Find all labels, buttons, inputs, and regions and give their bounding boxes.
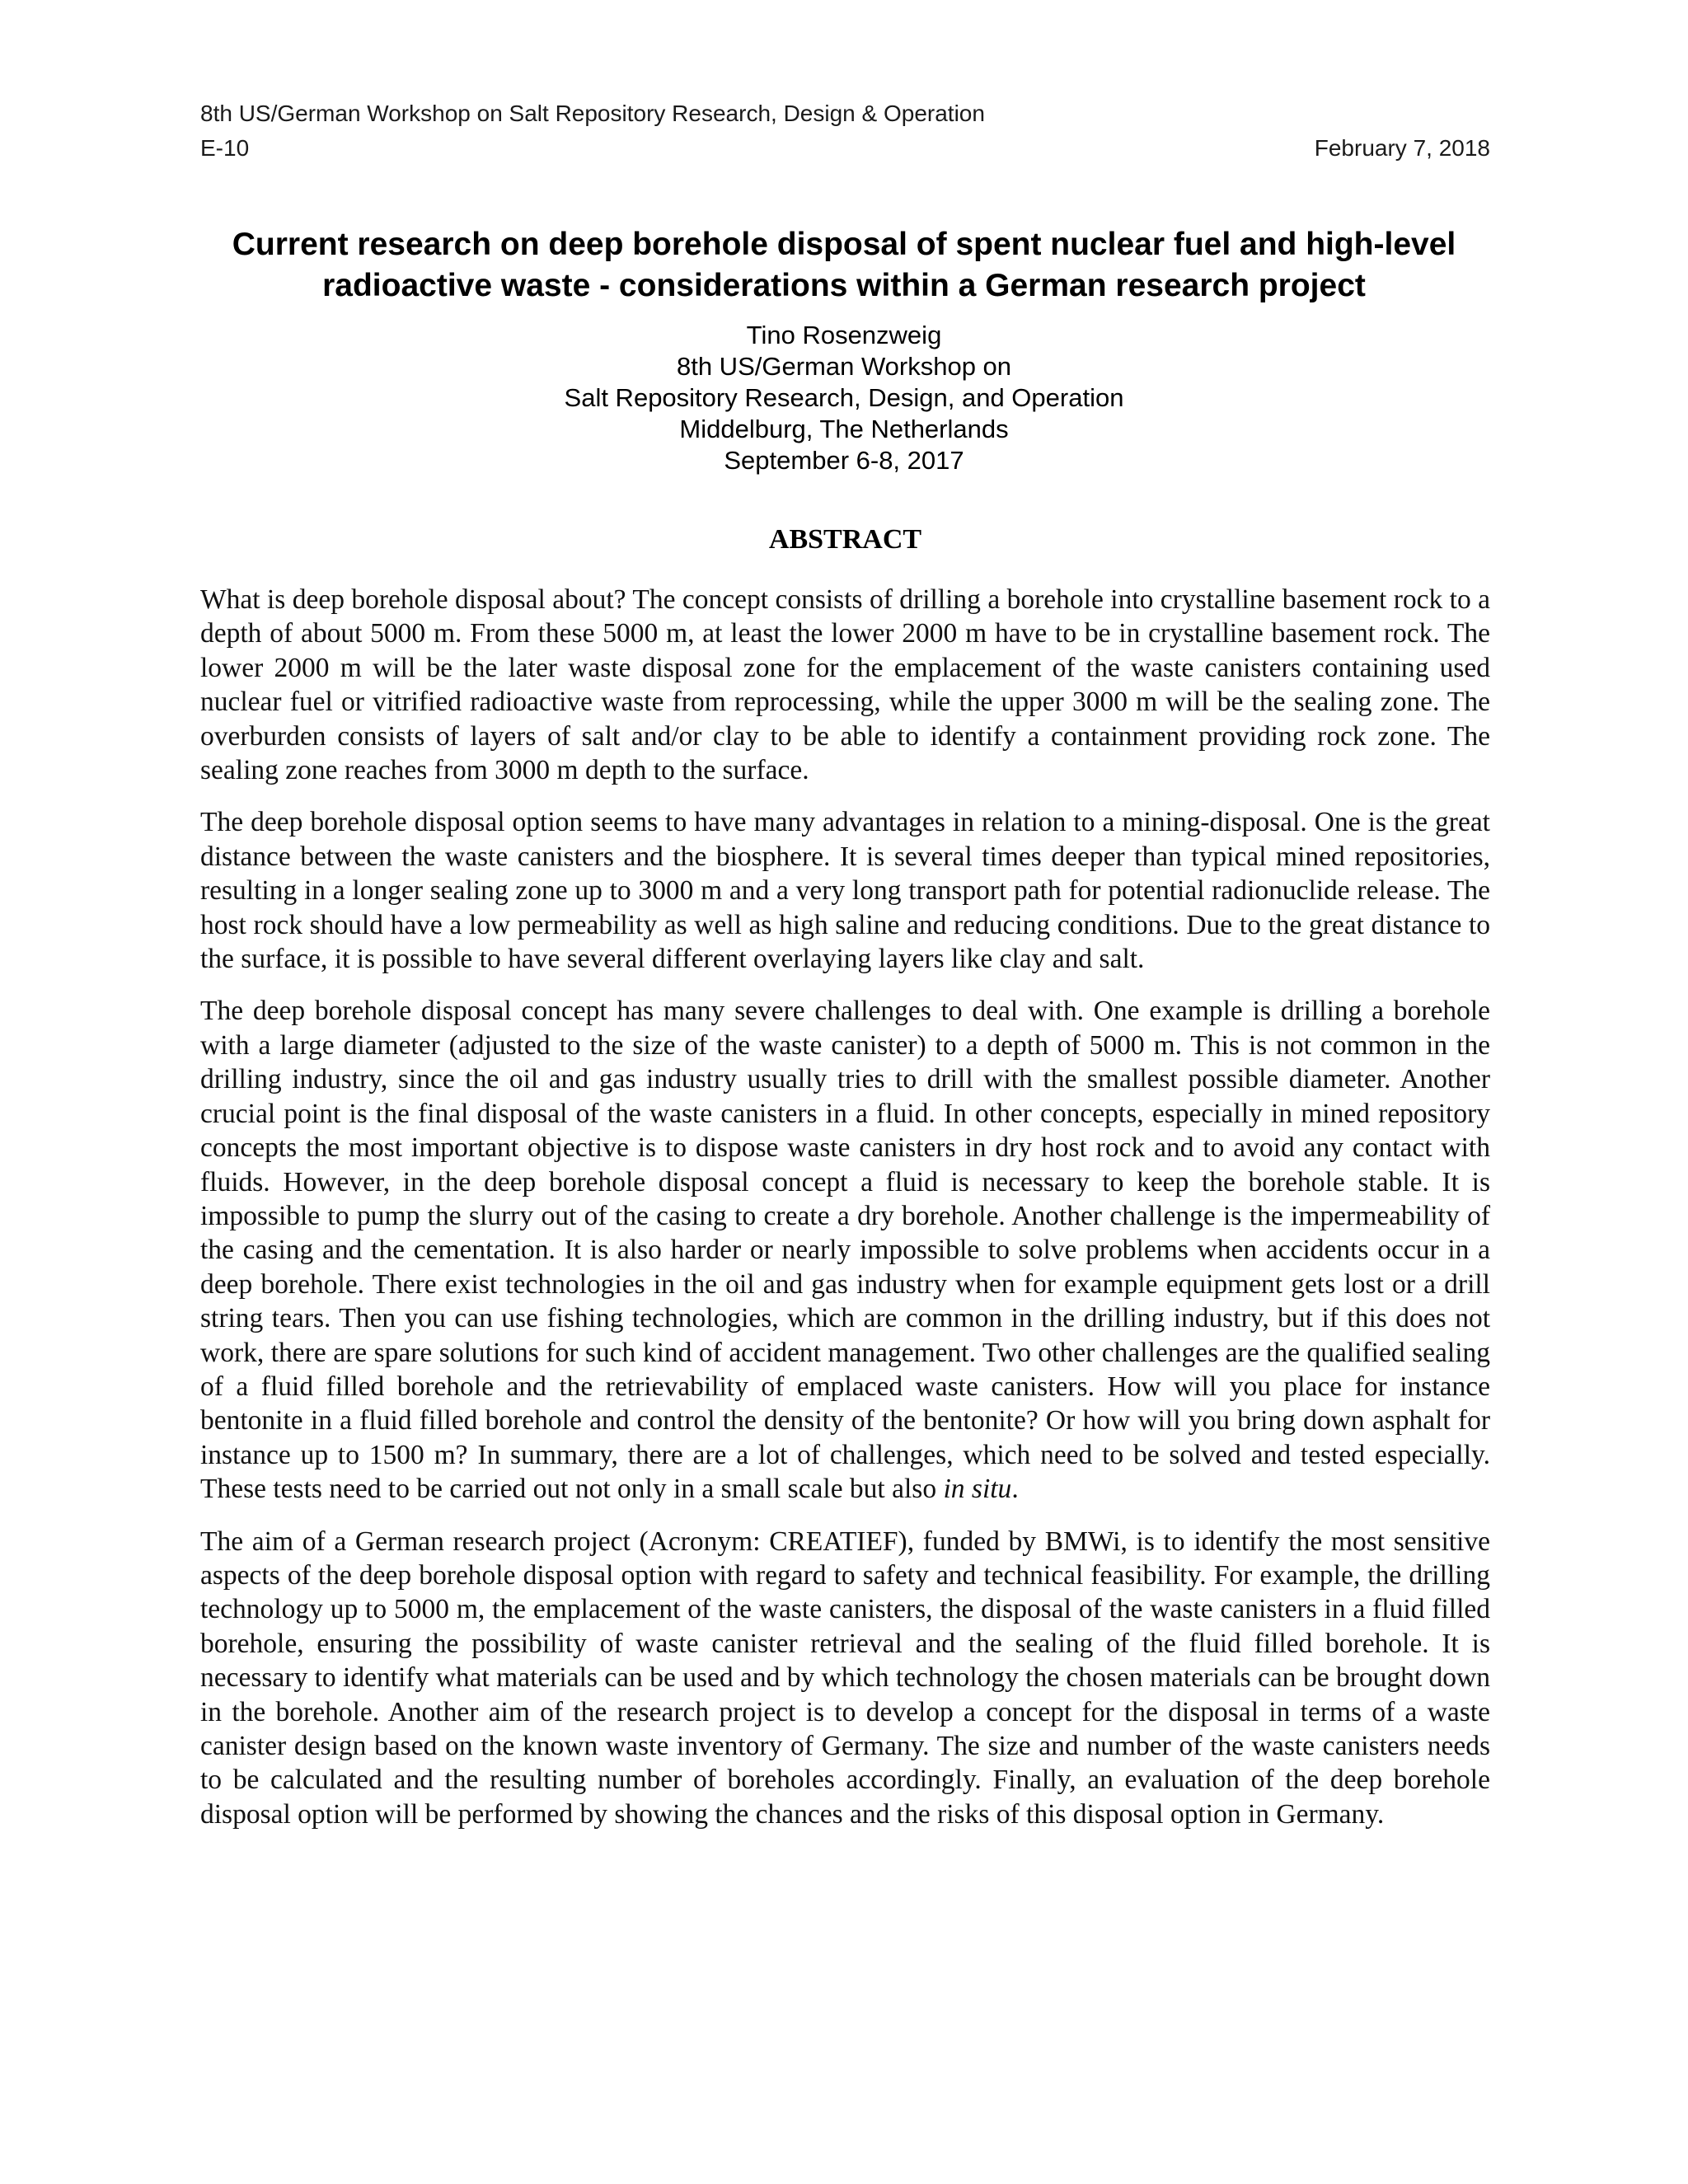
abstract-body [200,583,1490,1849]
document-date: February 7, 2018 [1314,135,1490,161]
abstract-paragraph-3 [200,994,1490,1506]
workshop-header: 8th US/German Workshop on Salt Repository Research, Design & Operation [200,101,985,126]
abstract-paragraph-4: The aim of a German research project (Acronym: CREATIEF), funded by BMWi, is to identify the most sensitive aspects of the deep borehole disposal option with regard to safety and technical feasibility. For example, the drilling technology up to 5000 m, the emplacement of the waste canisters, the disposal of the waste canisters in a fluid filled borehole, ensuring the possibility of waste canister retrieval and the sealing of the fluid filled borehole. It is necessary to identify what materials can be used and by which technology the chosen materials can be brought down in the borehole. Another aim of the research project is to develop a concept for the disposal in terms of a waste canister design based on the known waste inventory of Germany. The size and number of the waste canisters needs to be calculated and the resulting number of boreholes accordingly. Finally, an evaluation of the deep borehole disposal option will be performed by showing the chances and the risks of this disposal option in Germany. [200,1526,1490,1830]
event-line-2: Salt Repository Research, Design, and Operation [564,383,1124,412]
title-line-2: radioactive waste - considerations within a German research project [322,268,1366,303]
header-row [200,135,1490,162]
author-name: Tino Rosenzweig [746,321,942,349]
title-line-1: Current research on deep borehole disposal of spent nuclear fuel and high-level [232,227,1456,262]
abstract-paragraph-2: The deep borehole disposal option seems to have many advantages in relation to a mining-disposal. One is the great distance between the waste canisters and the biosphere. It is several times deeper than typical mined repositories, resulting in a longer sealing zone up to 3000 m and a very long transport path for potential radionuclide release. The host rock should have a low permeability as well as high saline and reducing conditions. Due to the great distance to the surface, it is possible to have several different overlaying layers like clay and salt. [200,807,1490,975]
paragraph-3-end: . [1011,1474,1019,1505]
abstract-heading: ABSTRACT [768,524,922,555]
event-line-1: 8th US/German Workshop on [676,352,1012,381]
paragraph-3-italic: in situ [943,1474,1012,1505]
paper-title [165,224,1523,307]
author-block [247,320,1441,476]
event-dates: September 6-8, 2017 [724,446,964,475]
abstract-paragraph-1: What is deep borehole disposal about? The concept consists of drilling a borehole into crystalline basement rock to a depth of about 5000 m. From these 5000 m, at least the lower 2000 m have to be in crystalline basement rock. The lower 2000 m will be the later waste disposal zone for the emplacement of the waste canisters containing used nuclear fuel or vitrified radioactive waste from reprocessing, while the upper 3000 m will be the sealing zone. The overburden consists of layers of salt and/or clay to be able to identify a containment providing rock zone. The sealing zone reaches from 3000 m depth to the surface. [200,584,1490,786]
event-location: Middelburg, The Netherlands [679,415,1009,443]
document-ref: E-10 [200,135,250,161]
paragraph-3-text: The deep borehole disposal concept has many severe challenges to deal with. One example is drilling a borehole with a large diameter (adjusted to the size of the waste canister) to a depth of 5000 m. This is not common in the drilling industry, since the oil and gas industry usually tries to drill with the smallest possible diameter. Another crucial point is the final disposal of the waste canisters in a fluid. In other concepts, especially in mined repository concepts the most important objective is to dispose waste canisters in dry host rock and to avoid any contact with fluids. However, in the deep borehole disposal concept a fluid is necessary to keep the borehole stable. It is impossible to pump the slurry out of the casing to create a dry borehole. Another challenge is the impermeability of the casing and the cementation. It is also harder or nearly impossible to solve problems when accidents occur in a deep borehole. There exist technologies in the oil and gas industry when for example equipment gets lost or a drill string tears. Then you can use fishing technologies, which are common in the drilling industry, but if this does not work, there are spare solutions for such kind of accident management. Two other challenges are the qualified sealing of a fluid filled borehole and the retrievability of emplaced waste canisters. How will you place for instance bentonite in a fluid filled borehole and control the density of the bentonite? Or how will you bring down asphalt for instance up to 1500 m? In summary, there are a lot of challenges, which need to be solved and tested especially. These tests need to be carried out not only in a small scale but also [200,996,1490,1505]
